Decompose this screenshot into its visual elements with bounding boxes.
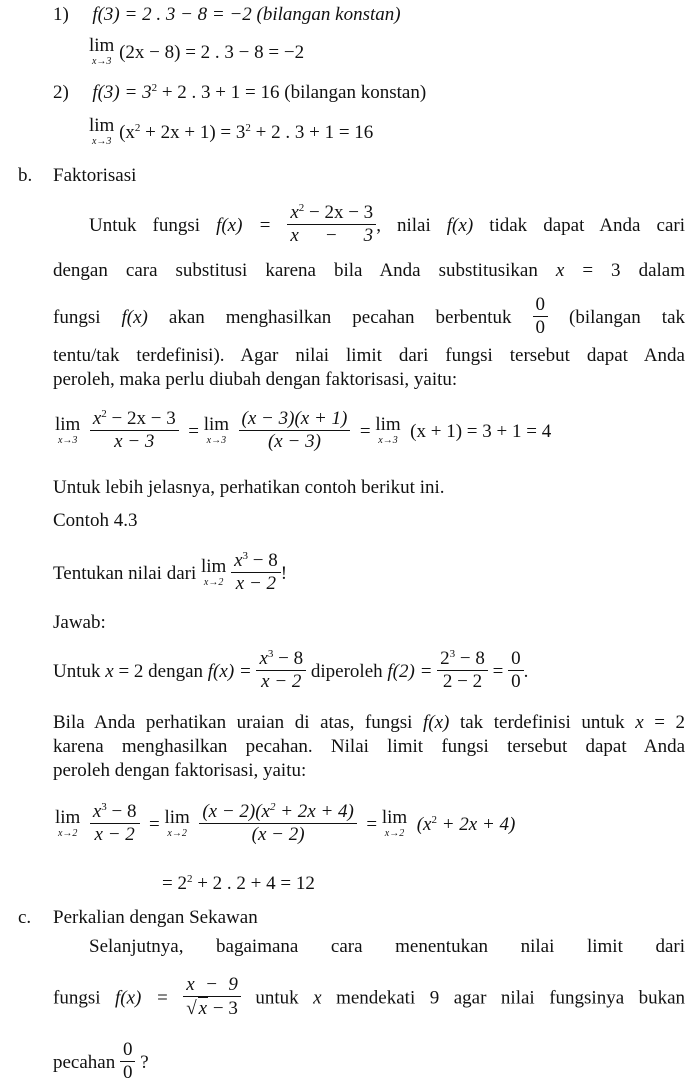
equals: = [359,421,371,443]
fraction [90,408,179,454]
text: pecahan [53,1052,120,1074]
text: x [92,801,102,822]
text: x [259,648,268,669]
text: x − 2 [261,670,302,692]
text: − 8 [455,648,485,669]
text: + 2x + 4) [275,801,354,822]
equation-b [55,410,551,456]
text: − 3 [208,997,238,1019]
text: = 2 dengan [113,661,208,683]
text: f(2) = [387,661,433,683]
answer-step-1 [53,650,528,696]
text: (x − 2) [251,823,305,845]
item-2-text-b: + 2 . 3 + 1 = 16 (bilangan konstan) [157,82,427,103]
para-c-line-2 [53,976,685,1023]
text: x − 2 [235,572,277,594]
text: (x + 1) = 3 + 1 = 4 [410,421,552,443]
sup: 2 [101,408,107,420]
limit-1 [89,35,305,69]
limit-2-expr-c: + 2 . 3 + 1 = 16 [250,121,374,143]
text: tak terdefinisi untuk [449,712,636,733]
answer-para-line-3: peroleh dengan faktorisasi, yaitu: [53,760,307,781]
lim-subscript: x→3 [91,56,112,67]
text: − 8 [248,550,278,571]
text: Untuk [53,661,106,683]
sup: 2 [245,121,251,134]
text: x [105,661,114,683]
section-c-letter: c. [18,907,32,928]
para-b-line-1 [53,204,685,250]
text: = 2 [643,712,685,733]
text: fungsi [53,307,122,329]
text: x − 3 [114,430,155,452]
item-2-text-a: f(3) = 3 [92,82,152,103]
fraction [256,648,306,694]
text: 2 [440,648,450,669]
para-b-line-4: tentu/tak terdefinisi). Agar nilai limit dari fungsi tersebut dapat Anda [53,345,685,366]
text: (x − 2)(x [202,801,270,822]
answer-para-line-2: karena menghasilkan pecahan. Nilai limit fungsi tersebut dapat Anda [53,736,685,757]
sup: 2 [269,801,276,813]
text: (x − 3) [267,430,321,452]
text: = [487,661,509,683]
limit-2 [89,115,374,149]
para-b-line-3 [53,296,685,342]
equals: = [366,814,378,836]
text: 0 [533,294,549,317]
text: akan menghasilkan pecahan berbentuk [147,307,533,329]
lim-subscript: x→3 [206,435,227,447]
fraction [239,408,351,454]
equation-example [55,803,515,849]
text: x [234,550,243,571]
text: tidak dapat Anda cari [473,215,685,237]
text: − 8 [106,801,137,822]
text: 0 [535,316,546,338]
text: x − 2 [94,823,135,845]
item-1 [53,4,401,27]
fraction [90,801,140,847]
text: (x − 3)(x + 1) [239,408,351,431]
limit-2-expr-b: + 2x + 1) = 3 [140,121,246,143]
section-b-title: Faktorisasi [53,165,137,186]
text: f(x) [423,712,450,733]
text: (bilangan tak [569,307,686,329]
lim-word: lim [203,414,230,436]
fraction-zero-over-zero [120,1039,136,1085]
text: f(x) = [216,215,272,237]
sup: 2 [186,873,193,885]
text: x [555,260,565,281]
item-2-sup: 2 [151,82,158,94]
text: . [523,661,529,683]
text: fungsi [53,987,116,1009]
fraction [287,202,376,248]
example-question [53,552,287,598]
text: x [198,997,208,1019]
fraction-with-sqrt [183,974,241,1021]
text: 0 [511,670,521,692]
sup: 2 [134,121,141,134]
lim-subscript: x→2 [203,577,224,589]
sup: 2 [298,202,305,214]
text: 2 − 2 [442,670,483,692]
para-c-line-1: Selanjutnya, bagaimana cara menentukan nilai limit dari [89,936,685,957]
text: f(x) = [115,987,169,1009]
lim-word: lim [55,414,81,436]
text: − 2x − 3 [106,408,176,429]
sup: 3 [242,550,249,562]
text: x − 9 [183,974,241,997]
lim-word: lim [200,556,227,578]
example-title: Contoh 4.3 [53,510,138,531]
text: − 2x − 3 [304,202,374,223]
sup: 2 [431,814,437,827]
fraction [231,550,281,596]
text: f(x) = [207,661,252,683]
text: 0 [122,1061,133,1083]
lim-subscript: x→2 [57,828,78,840]
item-2-number: 2) [53,82,69,103]
equation-example-result [162,873,315,896]
lim-subscript: x→3 [91,136,112,147]
sup: 3 [267,648,274,660]
text: x [635,712,644,733]
lim-word: lim [164,807,190,829]
lim-word: lim [381,807,408,829]
para-c-line-3 [53,1041,149,1087]
lim-subscript: x→3 [378,435,398,447]
text: diperoleh [310,661,388,683]
fraction-zero-over-zero [533,294,549,340]
text: x [92,408,102,429]
sup: 3 [449,648,456,660]
text: x − 3 [290,224,374,246]
text: Tentukan nilai dari [53,563,201,585]
lim-subscript: x→2 [167,828,187,840]
item-1-text: f(3) = 2 . 3 − 8 = −2 (bilangan konstan) [92,4,401,25]
text: (x [416,814,432,836]
equals: = [149,814,160,836]
text: mendekati 9 agar nilai fungsinya bukan [321,987,686,1009]
text: − 8 [273,648,304,669]
text: untuk [255,987,314,1009]
text: 0 [120,1039,136,1062]
item-1-number: 1) [53,4,69,25]
fraction [437,648,488,694]
after-b-text: Untuk lebih jelasnya, perhatikan contoh berikut ini. [53,477,445,498]
text: , nilai [376,215,447,237]
fraction [199,801,357,847]
limit-1-expression: (2x − 8) = 2 . 3 − 8 = −2 [119,41,305,63]
text: 0 [508,648,524,671]
lim-word: lim [89,35,115,56]
text: ? [135,1052,149,1074]
sqrt-icon: √ [186,997,197,1019]
text: f(x) [121,307,148,329]
lim-word: lim [55,807,81,829]
lim-subscript: x→3 [57,435,78,447]
lim-word: lim [89,115,115,136]
text: f(x) [446,215,474,237]
text: Bila Anda perhatikan uraian di atas, fungsi [53,712,423,733]
equals: = [188,421,199,443]
text: dengan cara substitusi karena bila Anda substitusikan [53,260,556,281]
text: Untuk fungsi [89,215,217,237]
lim-subscript: x→2 [384,828,405,840]
fraction [508,648,524,694]
text: + 2x + 4) [436,814,516,836]
text: = 2 [162,873,187,894]
sup: 3 [101,801,107,813]
para-b-line-5: peroleh, maka perlu diubah dengan faktorisasi, yaitu: [53,369,458,390]
answer-label: Jawab: [53,612,106,633]
text: = 3 dalam [564,260,686,281]
answer-para-line-1 [53,712,685,735]
text: x [290,202,299,223]
section-b-letter: b. [18,165,33,186]
limit-2-expr-a: (x [119,121,135,143]
section-c-title: Perkalian dengan Sekawan [53,907,258,928]
text: + 2 . 2 + 4 = 12 [192,873,315,894]
text: ! [280,563,288,585]
item-2 [53,82,426,105]
text: x [313,987,322,1009]
lim-word: lim [375,414,401,436]
para-b-line-2 [53,260,685,283]
